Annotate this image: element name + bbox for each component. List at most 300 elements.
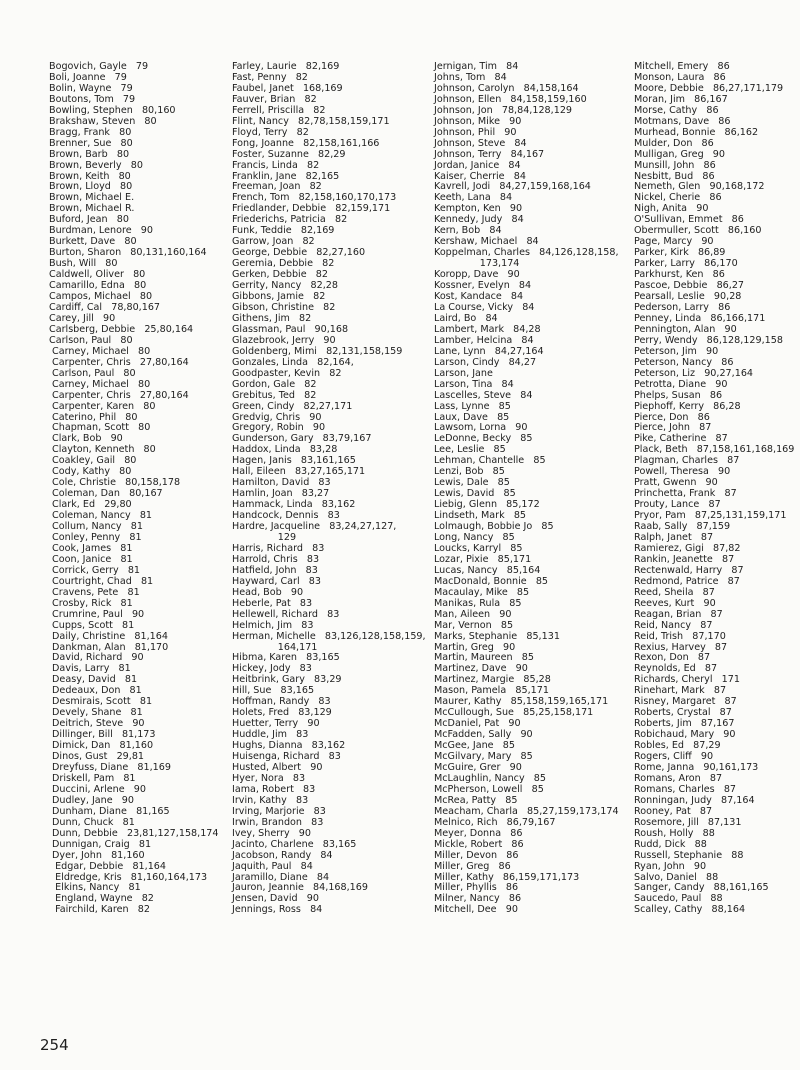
index-entry: Manikas, Rula 85 — [434, 597, 522, 609]
index-entry: Miller, Greg 86 — [434, 860, 511, 872]
index-entry: Farley, Laurie 82,169 — [232, 61, 340, 72]
index-entry: Edgar, Debbie 81,164 — [49, 860, 167, 872]
index-entry: Franklin, Jane 82,165 — [232, 170, 340, 182]
index-entry: Reid, Nancy 87 — [634, 619, 713, 631]
index-column-1 — [49, 62, 219, 916]
index-entry: Powell, Theresa 90 — [634, 466, 731, 478]
index-entry: Cupps, Scott 81 — [49, 619, 135, 631]
index-entry: Penney, Linda 86,166,171 — [634, 312, 766, 324]
index-entry: Hall, Eileen 83,27,165,171 — [232, 466, 366, 478]
index-entry: Boutons, Tom 79 — [49, 93, 136, 105]
index-entry: Deitrich, Steve 90 — [49, 718, 145, 730]
index-entry: Corrick, Gerry 81 — [49, 564, 141, 576]
index-entry: Long, Nancy 85 — [434, 531, 515, 543]
index-entry: Dunn, Debbie 23,81,127,158,174 — [49, 827, 219, 839]
index-entry: Gregory, Robin 90 — [232, 422, 326, 434]
index-entry: Collum, Nancy 81 — [49, 521, 143, 533]
index-column-2 — [232, 62, 426, 916]
index-entry: Dinos, Gust 29,81 — [49, 751, 145, 763]
index-entry: Parker, Larry 86,170 — [634, 258, 738, 270]
index-entry: Richards, Cheryl 171 — [634, 674, 740, 686]
index-entry: Haddox, Linda 83,28 — [232, 444, 338, 456]
index-entry: Flint, Nancy 82,78,158,159,171 — [232, 115, 390, 127]
index-entry: Munsill, John 86 — [634, 159, 716, 171]
index-entry: Jennings, Ross 84 — [232, 904, 323, 916]
index-entry: Nickel, Cherie 86 — [634, 192, 722, 204]
index-entry: Peterson, Liz 90,27,164 — [634, 367, 754, 379]
index-entry: Rankin, Jeanette 87 — [634, 553, 735, 565]
index-entry: Laird, Bo 84 — [434, 312, 498, 324]
index-entry: Huddle, Jim 83 — [232, 729, 309, 741]
index-entry: Cardiff, Cal 78,80,167 — [49, 301, 161, 313]
index-entry: Boli, Joanne 79 — [49, 71, 127, 83]
index-entry: Burkett, Dave 80 — [49, 236, 137, 248]
index-entry: Pennington, Alan 90 — [634, 323, 737, 335]
index-entry: Buford, Jean 80 — [49, 214, 129, 226]
index-entry: Brown, Barb 80 — [49, 148, 130, 160]
index-entry: Johnson, Steve 84 — [434, 137, 527, 149]
index-entry: Nesbitt, Bud 86 — [634, 170, 715, 182]
index-entry: Crumrine, Paul 90 — [49, 608, 145, 620]
index-entry: Pike, Catherine 87 — [634, 433, 728, 445]
index-entry: Bush, Will 80 — [49, 258, 118, 270]
index-entry: Jauron, Jeannie 84,168,169 — [232, 882, 368, 894]
index-entry: Larson, Cindy 84,27 — [434, 356, 537, 368]
index-entry: Lambert, Mark 84,28 — [434, 323, 541, 335]
index-entry: Glassman, Paul 90,168 — [232, 323, 349, 335]
index-entry: Roush, Holly 88 — [634, 827, 715, 839]
index-entry: Conley, Penny 81 — [49, 531, 142, 543]
index-entry: Keeth, Lana 84 — [434, 192, 513, 204]
index-entry: McGee, Jane 85 — [434, 740, 515, 752]
index-entry: Gonzales, Linda 82,164, — [232, 356, 354, 368]
index-entry: Elkins, Nancy 81 — [49, 882, 141, 894]
index-entry: Mitchell, Dee 90 — [434, 904, 518, 916]
index-entry: Friederichs, Patricia 82 — [232, 214, 348, 226]
index-entry: Martinez, Margie 85,28 — [434, 674, 551, 686]
index-entry: Meyer, Donna 86 — [434, 827, 523, 839]
index-entry: Russell, Stephanie 88 — [634, 849, 744, 861]
index-entry: Rooney, Pat 87 — [634, 805, 713, 817]
index-entry: Plagman, Charles 87 — [634, 455, 740, 467]
index-entry: Cody, Kathy 80 — [49, 466, 132, 478]
index-entry: Lindseth, Mark 85 — [434, 510, 527, 522]
index-entry: MacDonald, Bonnie 85 — [434, 575, 549, 587]
index-entry: Dedeaux, Don 81 — [49, 685, 142, 697]
index-entry: Hoffman, Randy 83 — [232, 696, 331, 708]
index-entry: Dunn, Chuck 81 — [49, 816, 135, 828]
index-entry: Man, Aileen 90 — [434, 608, 512, 620]
index-entry: Brown, Keith 80 — [49, 170, 131, 182]
index-entry: Gredvig, Chris 90 — [232, 411, 322, 423]
index-entry: Husted, Albert 90 — [232, 762, 323, 773]
index-entry: Lane, Lynn 84,27,164 — [434, 345, 544, 357]
index-entry: Burdman, Lenore 90 — [49, 225, 153, 237]
index-entry: Moore, Debbie 86,27,171,179 — [634, 82, 784, 94]
index-entry: Dimick, Dan 81,160 — [49, 740, 154, 752]
index-entry: Clark, Ed 29,80 — [49, 499, 132, 511]
index-entry: Hayward, Carl 83 — [232, 575, 322, 587]
index-entry: Reed, Sheila 87 — [634, 586, 715, 598]
index-entry: Sanger, Candy 88,161,165 — [634, 882, 769, 894]
index-entry: Carpenter, Chris 27,80,164 — [49, 389, 189, 401]
index-entry: Fairchild, Karen 82 — [49, 904, 150, 916]
index-entry: Campos, Michael 80 — [49, 291, 153, 303]
index-entry: Jaquith, Paul 84 — [232, 860, 313, 872]
index-entry: Piephoff, Kerry 86,28 — [634, 400, 741, 412]
index-entry: Gordon, Gale 82 — [232, 378, 317, 390]
index-entry: Reagan, Brian 87 — [634, 608, 723, 620]
index-entry: Courtright, Chad 81 — [49, 575, 154, 587]
index-entry: Hellewell, Richard 83 — [232, 608, 340, 620]
index-entry: Mulder, Don 86 — [634, 137, 714, 149]
index-entry: McGilvary, Mary 85 — [434, 751, 533, 763]
index-entry: Scalley, Cathy 88,164 — [634, 904, 746, 916]
index-entry: George, Debbie 82,27,160 — [232, 247, 366, 259]
index-entry: Kost, Kandace 84 — [434, 291, 524, 303]
index-entry: Fauver, Brian 82 — [232, 93, 317, 105]
index-entry: Faubel, Janet 168,169 — [232, 82, 343, 94]
index-entry: Ivey, Sherry 90 — [232, 827, 312, 839]
index-entry: Cook, James 81 — [49, 542, 133, 554]
index-entry: Glazebrook, Jerry 90 — [232, 334, 336, 346]
index-entry: Koppelman, Charles 84,126,128,158, — [434, 247, 619, 259]
index-entry: Ramierez, Gigi 87,82 — [634, 542, 741, 554]
index-entry: Davis, Larry 81 — [49, 663, 131, 675]
index-entry: Carney, Michael 80 — [49, 378, 151, 390]
index-entry: Mitchell, Emery 86 — [634, 61, 730, 72]
index-entry: Rogers, Cliff 90 — [634, 751, 714, 763]
index-entry: Dankman, Alan 81,170 — [49, 641, 169, 653]
index-entry: Lolmaugh, Bobbie Jo 85 — [434, 521, 554, 533]
index-entry: 164,171 — [232, 641, 318, 653]
index-entry: Rexon, Don 87 — [634, 652, 711, 664]
index-entry: Kavrell, Jodi 84,27,159,168,164 — [434, 181, 591, 193]
index-entry: Hagen, Janis 83,161,165 — [232, 455, 356, 467]
index-entry: Dunnigan, Craig 81 — [49, 838, 152, 850]
index-entry: Kossner, Evelyn 84 — [434, 280, 532, 292]
index-entry: Risney, Margaret 87 — [634, 696, 737, 708]
index-entry: Dillinger, Bill 81,173 — [49, 729, 156, 741]
index-entry: Coakley, Gail 80 — [49, 455, 137, 467]
index-entry: Carpenter, Chris 27,80,164 — [49, 356, 189, 368]
index-entry: Green, Cindy 82,27,171 — [232, 400, 353, 412]
index-entry: Grebitus, Ted 82 — [232, 389, 317, 401]
index-entry: Raab, Sally 87,159 — [634, 521, 731, 533]
index-entry: Dudley, Jane 90 — [49, 794, 134, 806]
index-entry: Maurer, Kathy 85,158,159,165,171 — [434, 696, 609, 708]
index-entry: Pierce, Don 86 — [634, 411, 710, 423]
index-entry: Page, Marcy 90 — [634, 236, 714, 248]
index-entry: Marks, Stephanie 85,131 — [434, 630, 560, 642]
index-entry: Heitbrink, Gary 83,29 — [232, 674, 342, 686]
index-entry: Carlson, Paul 80 — [49, 334, 133, 346]
index-entry: Goldenberg, Mimi 82,131,158,159 — [232, 345, 403, 357]
index-entry: Bowling, Stephen 80,160 — [49, 104, 176, 116]
index-entry: McGuire, Grer 90 — [434, 762, 522, 773]
index-entry: 173,174 — [434, 258, 520, 270]
index-entry: Mar, Vernon 85 — [434, 619, 514, 631]
index-entry: Johnson, Jon 78,84,128,129 — [434, 104, 573, 116]
index-entry: Eldredge, Kris 81,160,164,173 — [49, 871, 208, 883]
index-entry: Coleman, Nancy 81 — [49, 510, 153, 522]
index-entry: Lozar, Pixie 85,171 — [434, 553, 532, 565]
index-entry: Miller, Kathy 86,159,171,173 — [434, 871, 580, 883]
index-entry: Larson, Jane — [434, 367, 493, 379]
index-entry: Carlson, Paul 80 — [49, 367, 136, 379]
index-entry: Iama, Robert 83 — [232, 783, 316, 795]
index-entry: Duccini, Arlene 90 — [49, 783, 146, 795]
index-entry: Clark, Bob 90 — [49, 433, 123, 445]
index-entry: Huetter, Terry 90 — [232, 718, 320, 730]
index-entry: Chapman, Scott 80 — [49, 422, 151, 434]
index-entry: Peterson, Jim 90 — [634, 345, 719, 357]
index-column-3 — [434, 62, 619, 916]
index-entry: Brown, Beverly 80 — [49, 159, 143, 171]
index-entry: Lucas, Nancy 85,164 — [434, 564, 541, 576]
index-entry: Caterino, Phil 80 — [49, 411, 138, 423]
index-entry: Miller, Devon 86 — [434, 849, 519, 861]
index-entry: Garrow, Joan 82 — [232, 236, 315, 248]
index-entry: Camarillo, Edna 80 — [49, 280, 147, 292]
index-entry: Liebig, Glenn 85,172 — [434, 499, 540, 511]
index-entry: Ryan, John 90 — [634, 860, 707, 872]
index-entry: Prouty, Lance 87 — [634, 499, 721, 511]
index-entry: Reid, Trish 87,170 — [634, 630, 726, 642]
index-entry: Morse, Cathy 86 — [634, 104, 719, 116]
index-entry: Lawsom, Lorna 90 — [434, 422, 528, 434]
index-entry: Brown, Lloyd 80 — [49, 181, 133, 193]
index-entry: Brakshaw, Steven 80 — [49, 115, 157, 127]
index-entry: Gibson, Christine 82 — [232, 301, 336, 313]
index-entry: Hardre, Jacqueline 83,24,27,127, — [232, 521, 397, 533]
index-entry: Salvo, Daniel 88 — [634, 871, 719, 883]
index-entry: Larson, Tina 84 — [434, 378, 514, 390]
index-entry: Loucks, Karryl 85 — [434, 542, 523, 554]
index-entry: Petrotta, Diane 90 — [634, 378, 728, 390]
index-entry: Francis, Linda 82 — [232, 159, 320, 171]
index-entry: Harrold, Chris 83 — [232, 553, 320, 565]
index-entry: O'Sullivan, Emmet 86 — [634, 214, 744, 226]
index-entry: Jensen, David 90 — [232, 893, 319, 905]
index-entry: Jaramillo, Diane 84 — [232, 871, 330, 883]
index-entry: Lewis, David 85 — [434, 488, 516, 500]
index-entry: Heberle, Pat 83 — [232, 597, 313, 609]
index-entry: Rudd, Dick 88 — [634, 838, 707, 850]
index-entry: Ronningan, Judy 87,164 — [634, 794, 755, 806]
index-entry: Driskell, Pam 81 — [49, 772, 136, 784]
index-entry: Handcock, Dennis 83 — [232, 510, 340, 522]
index-entry: Lehman, Chantelle 85 — [434, 455, 546, 467]
index-entry: Pascoe, Debbie 86,27 — [634, 280, 745, 292]
index-entry: Friedlander, Debbie 82,159,171 — [232, 203, 391, 215]
index-entry: Lewis, Dale 85 — [434, 477, 510, 489]
index-entry: Mason, Pamela 85,171 — [434, 685, 549, 697]
index-entry: Gibbons, Jamie 82 — [232, 291, 326, 303]
index-entry: La Course, Vicky 84 — [434, 301, 535, 313]
index-entry: Mickle, Robert 86 — [434, 838, 524, 850]
index-entry: Reynolds, Ed 87 — [634, 663, 718, 675]
index-entry: Princhetta, Frank 87 — [634, 488, 737, 500]
index-entry: Funk, Teddie 82,169 — [232, 225, 335, 237]
index-entry: Dunham, Diane 81,165 — [49, 805, 170, 817]
index-entry: Gerken, Debbie 82 — [232, 269, 328, 281]
index-entry: Deasy, David 81 — [49, 674, 138, 686]
index-entry: Caldwell, Oliver 80 — [49, 269, 146, 281]
index-entry: Pryor, Pam 87,25,131,159,171 — [634, 510, 787, 522]
index-entry: Herman, Michelle 83,126,128,158,159, — [232, 630, 426, 642]
index-entry: Monson, Laura 86 — [634, 71, 726, 83]
index-entry: Bogovich, Gayle 79 — [49, 61, 149, 72]
index-entry: Cravens, Pete 81 — [49, 586, 140, 598]
index-entry: Hatfield, John 83 — [232, 564, 318, 576]
index-entry: 129 — [232, 531, 297, 543]
index-entry: Freeman, Joan 82 — [232, 181, 322, 193]
index-entry: Martin, Maureen 85 — [434, 652, 534, 664]
index-entry: Kershaw, Michael 84 — [434, 236, 539, 248]
index-entry: Martin, Greg 90 — [434, 641, 516, 653]
index-entry: Milner, Nancy 86 — [434, 893, 522, 905]
index-entry: Nigh, Anita 90 — [634, 203, 709, 215]
index-entry: Rexius, Harvey 87 — [634, 641, 728, 653]
index-entry: Hammack, Linda 83,162 — [232, 499, 356, 511]
index-entry: Romans, Aron 87 — [634, 772, 723, 784]
index-entry: Desmirais, Scott 81 — [49, 696, 153, 708]
index-entry: Brown, Michael R. — [49, 203, 135, 215]
index-entry: Carey, Jill 90 — [49, 312, 116, 324]
index-entry: Johnson, Ellen 84,158,159,160 — [434, 93, 587, 105]
index-entry: Johnson, Mike 90 — [434, 115, 522, 127]
index-entry: England, Wayne 82 — [49, 893, 154, 905]
index-entry: Fong, Joanne 82,158,161,166 — [232, 137, 380, 149]
index-entry: McLaughlin, Nancy 85 — [434, 772, 546, 784]
index-entry: Plack, Beth 87,158,161,168,169 — [634, 444, 795, 456]
index-entry: McRea, Patty 85 — [434, 794, 518, 806]
index-entry: Pearsall, Leslie 90,28 — [634, 291, 742, 303]
index-entry: Bragg, Frank 80 — [49, 126, 132, 138]
index-entry: Motmans, Dave 86 — [634, 115, 731, 127]
index-entry: Carlsberg, Debbie 25,80,164 — [49, 323, 194, 335]
index-entry: Githens, Jim 82 — [232, 312, 312, 324]
index-entry: Johnson, Phil 90 — [434, 126, 517, 138]
index-entry: Mulligan, Greg 90 — [634, 148, 726, 160]
index-entry: Carpenter, Karen 80 — [49, 400, 156, 412]
index-entry: Carney, Michael 80 — [49, 345, 151, 357]
index-entry: Rinehart, Mark 87 — [634, 685, 727, 697]
index-entry: Brown, Michael E. — [49, 192, 135, 204]
index-entry: Ralph, Janet 87 — [634, 531, 714, 543]
index-entry: French, Tom 82,158,160,170,173 — [232, 192, 397, 204]
index-entry: Lee, Leslie 85 — [434, 444, 506, 456]
index-entry: Jacobson, Randy 84 — [232, 849, 333, 861]
index-entry: Moran, Jim 86,167 — [634, 93, 728, 105]
index-entry: Head, Bob 90 — [232, 586, 304, 598]
index-entry: Rectenwald, Harry 87 — [634, 564, 744, 576]
index-entry: Hibma, Karen 83,165 — [232, 652, 340, 664]
index-entry: Jernigan, Tim 84 — [434, 61, 519, 72]
index-entry: Roberts, Jim 87,167 — [634, 718, 735, 730]
index-entry: Laux, Dave 85 — [434, 411, 510, 423]
index-entry: McFadden, Sally 90 — [434, 729, 533, 741]
index-entry: Saucedo, Paul 88 — [634, 893, 723, 905]
index-entry: Gerrity, Nancy 82,28 — [232, 280, 338, 292]
index-entry: Rosemore, Jill 87,131 — [634, 816, 742, 828]
index-entry: Miller, Phyllis 86 — [434, 882, 519, 894]
index-entry: Macaulay, Mike 85 — [434, 586, 530, 598]
index-entry: Parkhurst, Ken 86 — [634, 269, 725, 281]
index-entry: Irving, Marjorie 83 — [232, 805, 326, 817]
index-entry: Harris, Richard 83 — [232, 542, 325, 554]
index-entry: Geremia, Debbie 82 — [232, 258, 335, 270]
index-entry: Coleman, Dan 80,167 — [49, 488, 163, 500]
index-entry: Johnson, Carolyn 84,158,164 — [434, 82, 579, 94]
index-column-4 — [634, 62, 794, 916]
index-entry: Hughs, Dianna 83,162 — [232, 740, 346, 752]
index-entry: McDaniel, Pat 90 — [434, 718, 521, 730]
index-entry: Lenzi, Bob 85 — [434, 466, 505, 478]
index-entry: Fast, Penny 82 — [232, 71, 308, 83]
index-entry: McCullough, Sue 85,25,158,171 — [434, 707, 594, 719]
index-entry: McPherson, Lowell 85 — [434, 783, 544, 795]
index-entry: Hill, Sue 83,165 — [232, 685, 315, 697]
index-entry: Daily, Christine 81,164 — [49, 630, 168, 642]
index-entry: Roberts, Crystal 87 — [634, 707, 732, 719]
index-entry: Redmond, Patrice 87 — [634, 575, 740, 587]
index-entry: Irwin, Brandon 83 — [232, 816, 324, 828]
index-entry: Bolin, Wayne 79 — [49, 82, 133, 94]
index-entry: Ferrell, Priscilla 82 — [232, 104, 326, 116]
index-entry: Murhead, Bonnie 86,162 — [634, 126, 759, 138]
index-entry: Pratt, Gwenn 90 — [634, 477, 718, 489]
index-entry: Lascelles, Steve 84 — [434, 389, 533, 401]
index-entry: Pederson, Larry 86 — [634, 301, 731, 313]
index-entry: Martinez, Dave 90 — [434, 663, 528, 675]
index-entry: Meacham, Charla 85,27,159,173,174 — [434, 805, 619, 817]
index-entry: Kempton, Ken 90 — [434, 203, 523, 215]
index-entry: Obermuller, Scott 86,160 — [634, 225, 762, 237]
index-entry: Hamlin, Joan 83,27 — [232, 488, 330, 500]
index-entry: Clayton, Kenneth 80 — [49, 444, 156, 456]
index-entry: Parker, Kirk 86,89 — [634, 247, 726, 259]
index-entry: Kennedy, Judy 84 — [434, 214, 524, 226]
index-entry: Dyer, John 81,160 — [49, 849, 145, 861]
index-entry: Phelps, Susan 86 — [634, 389, 723, 401]
index-entry: Robichaud, Mary 90 — [634, 729, 736, 741]
index-entry: Cole, Christie 80,158,178 — [49, 477, 181, 489]
index-entry: Crosby, Rick 81 — [49, 597, 133, 609]
index-entry: Nemeth, Glen 90,168,172 — [634, 181, 765, 193]
index-entry: Burton, Sharon 80,131,160,164 — [49, 247, 207, 259]
index-entry: Johns, Tom 84 — [434, 71, 507, 83]
index-entry: Johnson, Terry 84,167 — [434, 148, 545, 160]
index-entry: Lamber, Helcina 84 — [434, 334, 534, 346]
index-entry: Rome, Janna 90,161,173 — [634, 762, 759, 773]
index-entry: Kaiser, Cherrie 84 — [434, 170, 526, 182]
index-entry: Foster, Suzanne 82,29 — [232, 148, 346, 160]
index-entry: Koropp, Dave 90 — [434, 269, 520, 281]
index-entry: Kern, Bob 84 — [434, 225, 502, 237]
index-entry: Irvin, Kathy 83 — [232, 794, 309, 806]
index-entry: Devely, Shane 81 — [49, 707, 143, 719]
index-entry: Robles, Ed 87,29 — [634, 740, 721, 752]
index-entry: Goodpaster, Kevin 82 — [232, 367, 342, 379]
index-entry: Pierce, John 87 — [634, 422, 712, 434]
index-entry: Hickey, Jody 83 — [232, 663, 312, 675]
index-entry: Melnico, Rich 86,79,167 — [434, 816, 556, 828]
page-number: 254 — [40, 1036, 69, 1054]
index-entry: Gunderson, Gary 83,79,167 — [232, 433, 372, 445]
index-entry: LeDonne, Becky 85 — [434, 433, 533, 445]
